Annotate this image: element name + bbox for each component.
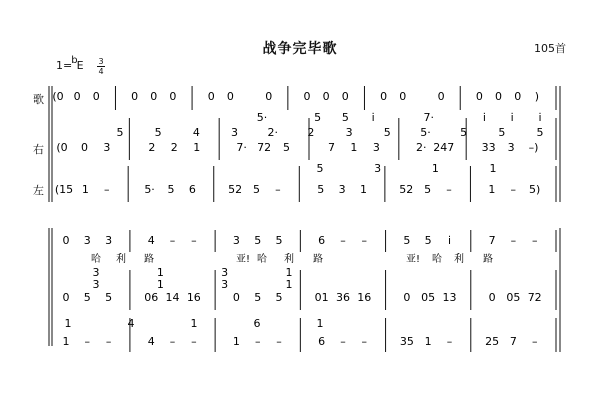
left-hand-note: 1	[488, 183, 496, 196]
voice-note: 3	[83, 234, 91, 247]
left-hand-note: –	[254, 335, 261, 348]
right-hand-note: 0	[80, 141, 88, 154]
right-hand-note: 16	[186, 291, 201, 304]
left-hand-note: 1	[359, 183, 367, 196]
right-hand-note: 05	[421, 291, 436, 304]
lyric-char: 利	[454, 254, 464, 265]
right-hand-note: 7·	[236, 141, 247, 154]
left-chord-upper: 4	[127, 317, 135, 330]
voice-note: –	[340, 234, 346, 247]
left-hand-note: 52	[399, 183, 414, 196]
voice-note: 0	[150, 90, 158, 103]
left-hand-note: 35	[399, 335, 414, 348]
right-hand-note: 247	[433, 141, 455, 154]
chord-note-upper: 5·	[256, 111, 268, 124]
chord-note-middle: 5	[383, 126, 391, 139]
right-hand-note: 0	[403, 291, 411, 304]
voice-note: 0	[226, 90, 234, 103]
chord-note-middle: 3	[345, 126, 353, 139]
lyric-char: 路	[144, 254, 154, 265]
chord-note-upper: 5	[314, 111, 322, 124]
chord-note-upper: 3	[92, 266, 100, 279]
lyric-char: 路	[483, 254, 493, 265]
voice-note: –	[510, 234, 517, 247]
key-prefix: 1=	[56, 59, 73, 72]
chord-note-upper: 5	[341, 111, 349, 124]
voice-note: –	[191, 234, 197, 247]
chord-note-middle: 3	[221, 278, 229, 291]
time-sig-top: 3	[98, 57, 104, 66]
voice-note: )	[534, 90, 539, 103]
voice-note: (0	[52, 90, 64, 103]
voice-note: 0	[207, 90, 215, 103]
page-number: 105首	[534, 42, 566, 55]
right-hand-note: 0	[62, 291, 70, 304]
chord-note-upper: 1	[285, 266, 293, 279]
page-title: 战争完毕歌	[262, 41, 338, 57]
left-chord-upper: 1	[190, 317, 198, 330]
left-hand-note: 3	[338, 183, 346, 196]
left-hand-note: –	[104, 183, 110, 196]
right-hand-note: 2	[170, 141, 178, 154]
voice-note: –	[361, 234, 368, 247]
left-hand-note: 5	[424, 183, 432, 196]
chord-note-upper: i̇	[538, 111, 542, 124]
chord-note-middle: 4	[192, 126, 200, 139]
voice-note: 5	[254, 234, 262, 247]
voice-note: 0	[169, 90, 177, 103]
lyric-char: 亚!	[405, 254, 421, 265]
lyric-char: 亚!	[235, 254, 251, 265]
voice-note: 0	[475, 90, 483, 103]
right-hand-note: 5	[105, 291, 113, 304]
voice-note: 0	[265, 90, 273, 103]
voice-note: 7	[488, 234, 496, 247]
voice-note: i̇	[447, 234, 452, 247]
left-hand-note: –	[446, 335, 453, 348]
left-hand-note: 5	[167, 183, 175, 196]
voice-note: –	[169, 234, 176, 247]
left-hand-note: 1	[81, 183, 89, 196]
chord-note-middle: 5	[536, 126, 544, 139]
flat-sign: b	[71, 55, 78, 66]
left-hand-note: 52	[228, 183, 243, 196]
right-hand-note: 1	[193, 141, 201, 154]
voice-note: 0	[322, 90, 330, 103]
left-hand-note: 7	[509, 335, 517, 348]
right-hand-note: 0	[488, 291, 496, 304]
right-hand-note: 2	[148, 141, 156, 154]
voice-note: 3	[105, 234, 113, 247]
part-label-left: 左	[33, 184, 44, 197]
voice-note: 6	[318, 234, 326, 247]
left-hand-note: 5	[317, 183, 325, 196]
chord-note-middle: 5	[116, 126, 124, 139]
left-hand-note: 1	[62, 335, 70, 348]
right-hand-note: 5	[254, 291, 262, 304]
left-chord-upper: 3	[374, 162, 382, 175]
chord-note-upper: i̇	[371, 111, 375, 124]
voice-note: 0	[303, 90, 311, 103]
left-chord-upper: 1	[316, 317, 324, 330]
right-hand-note: 72	[257, 141, 272, 154]
lyric-char: 路	[313, 254, 323, 265]
left-hand-note: 6	[318, 335, 326, 348]
voice-note: 0	[62, 234, 70, 247]
left-hand-note: –	[446, 183, 452, 196]
right-hand-note: 33	[481, 141, 496, 154]
voice-note: –	[531, 234, 538, 247]
right-hand-note: 72	[527, 291, 542, 304]
right-hand-note: 3	[103, 141, 111, 154]
voice-note: 0	[131, 90, 139, 103]
voice-note: 0	[514, 90, 522, 103]
left-hand-note: 1	[424, 335, 432, 348]
right-hand-note: –)	[528, 141, 539, 154]
right-hand-note: 14	[165, 291, 180, 304]
right-hand-note: 05	[506, 291, 521, 304]
left-hand-note: –	[531, 335, 538, 348]
lyric-char: 哈	[257, 254, 267, 265]
right-hand-note: 7	[327, 141, 335, 154]
chord-note-middle: 3	[231, 126, 239, 139]
left-hand-note: –	[84, 335, 91, 348]
right-hand-note: 5	[83, 291, 91, 304]
right-hand-note: 06	[144, 291, 159, 304]
left-hand-note: 5	[253, 183, 261, 196]
voice-note: 0	[73, 90, 81, 103]
left-hand-note: –	[169, 335, 176, 348]
chord-note-upper: i̇	[510, 111, 514, 124]
lyric-char: 哈	[432, 254, 442, 265]
left-hand-note: –	[340, 335, 346, 348]
left-chord-upper: 6	[253, 317, 261, 330]
chord-note-middle: 2·	[267, 126, 278, 139]
chord-note-upper: 7·	[423, 111, 435, 124]
right-hand-note: (0	[56, 141, 68, 154]
voice-note: 0	[92, 90, 100, 103]
voice-note: 3	[232, 234, 240, 247]
lyric-char: 利	[116, 254, 126, 265]
chord-note-middle: 2	[307, 126, 315, 139]
chord-note-middle: 1	[285, 278, 293, 291]
left-hand-note: 6	[188, 183, 196, 196]
right-hand-note: 01	[314, 291, 329, 304]
left-hand-note: 25	[485, 335, 500, 348]
chord-note-middle: 5	[498, 126, 506, 139]
chord-note-middle: 5·	[420, 126, 431, 139]
right-hand-note: 13	[442, 291, 457, 304]
right-hand-note: 2·	[416, 141, 427, 154]
left-hand-note: (15	[54, 183, 74, 196]
right-hand-note: 1	[350, 141, 358, 154]
chord-note-upper: 3	[221, 266, 229, 279]
lyric-char: 利	[284, 254, 294, 265]
right-hand-note: 3	[372, 141, 380, 154]
right-hand-note: 5	[275, 291, 283, 304]
key-note: E	[76, 59, 84, 72]
left-chord-upper: 5	[316, 162, 324, 175]
left-hand-note: –	[361, 335, 368, 348]
voice-note: 5	[424, 234, 432, 247]
right-hand-note: 3	[507, 141, 515, 154]
voice-note: 0	[399, 90, 407, 103]
left-hand-note: –	[105, 335, 112, 348]
left-hand-note: 4	[147, 335, 155, 348]
voice-note: 0	[437, 90, 445, 103]
left-chord-upper: 1	[489, 162, 497, 175]
chord-note-middle: 1	[156, 278, 164, 291]
chord-note-upper: 1	[156, 266, 164, 279]
chord-note-upper: i̇	[482, 111, 486, 124]
lyric-char: 哈	[91, 254, 101, 265]
left-hand-note: 5)	[528, 183, 541, 196]
time-sig-bottom: 4	[98, 67, 104, 76]
chord-note-middle: 5	[154, 126, 162, 139]
voice-note: 0	[380, 90, 388, 103]
left-hand-note: –	[275, 183, 281, 196]
left-hand-note: –	[510, 183, 516, 196]
part-label-right: 右	[33, 143, 44, 156]
left-chord-upper: 1	[64, 317, 72, 330]
voice-note: 4	[147, 234, 155, 247]
voice-note: 5	[403, 234, 411, 247]
chord-note-middle: 3	[92, 278, 100, 291]
voice-note: 0	[495, 90, 503, 103]
voice-note: 5	[275, 234, 283, 247]
left-hand-note: 1	[232, 335, 240, 348]
right-hand-note: 36	[335, 291, 350, 304]
left-chord-upper: 1	[431, 162, 439, 175]
left-hand-note: 5·	[144, 183, 155, 196]
part-label-voice: 歌	[33, 93, 44, 106]
right-hand-note: 0	[232, 291, 240, 304]
left-hand-note: –	[191, 335, 197, 348]
right-hand-note: 16	[357, 291, 372, 304]
right-hand-note: 5	[283, 141, 291, 154]
voice-note: 0	[341, 90, 349, 103]
left-hand-note: –	[276, 335, 282, 348]
chord-note-middle: 5	[460, 126, 468, 139]
